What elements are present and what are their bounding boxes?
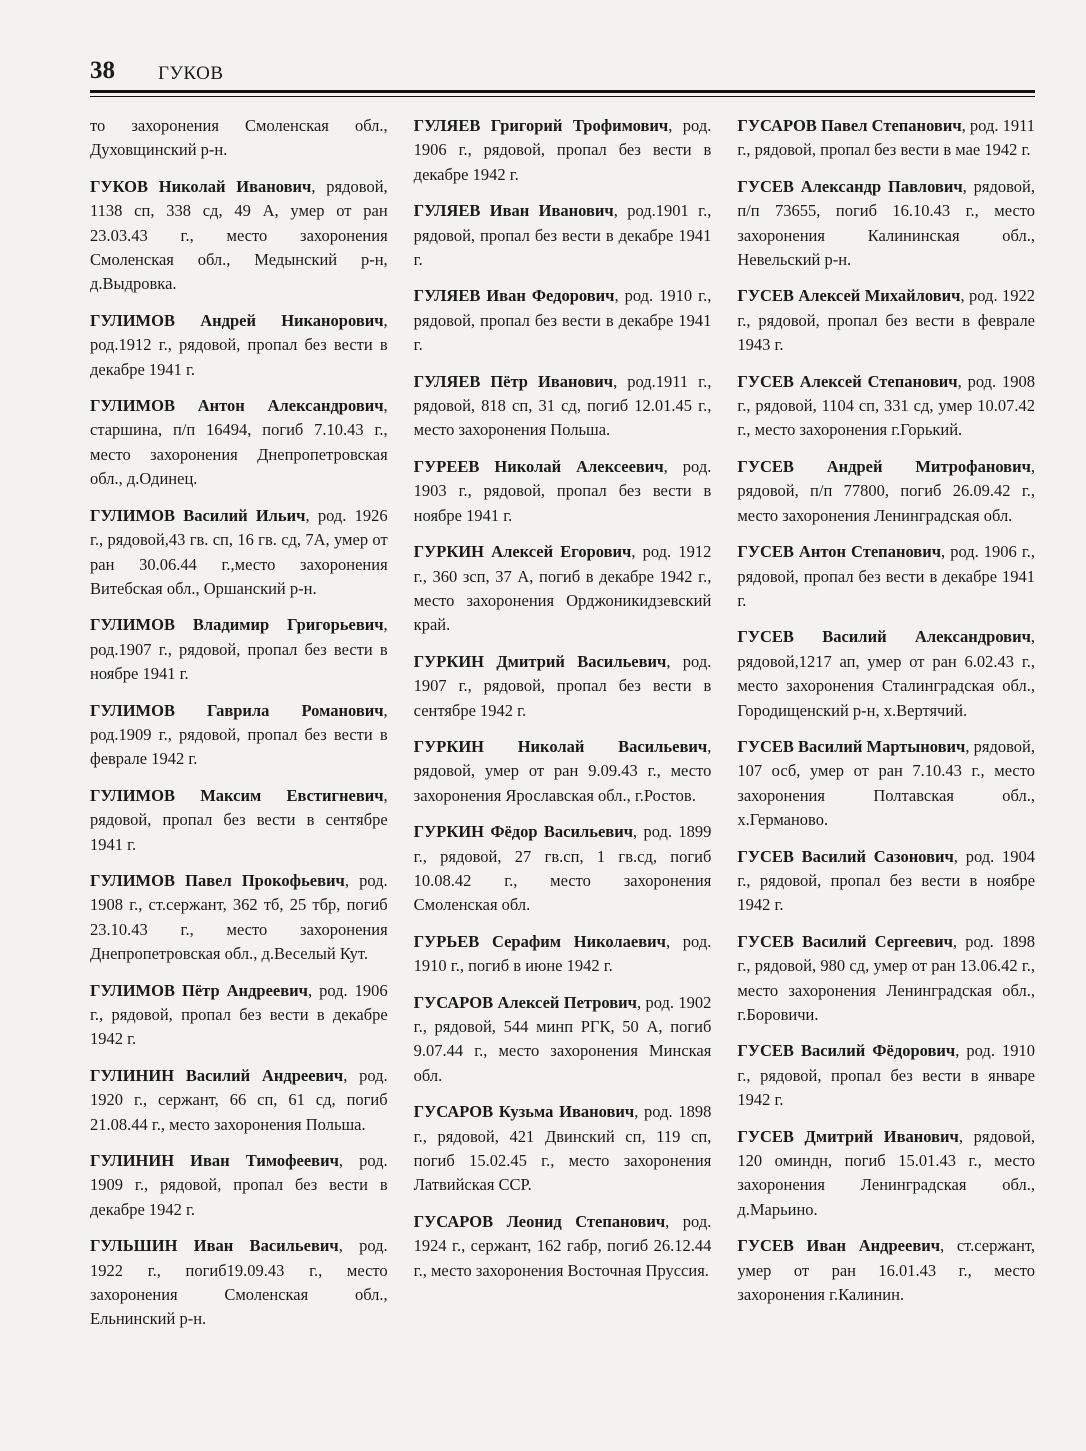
entry [737, 540, 1035, 613]
entry [414, 199, 712, 272]
entry-name: ГУСАРОВ Леонид Степанович [413, 1211, 666, 1231]
entry [414, 370, 712, 443]
text-columns [90, 114, 1035, 1344]
entry-text: , рядовой, 120 оминдн, погиб 15.01.43 г., место захоронения Ленинградская обл., д.Марьино. [737, 1126, 1036, 1219]
entry [737, 114, 1035, 163]
entry-text: , рядовой, 107 осб, умер от ран 7.10.43 г., место захоронения Полтавская обл., х.Германово. [737, 736, 1036, 830]
entry-text: , старшина, п/п 16494, погиб 7.10.43 г., место захоронения Днепропетровская обл., д.Одинец. [90, 396, 388, 489]
entry [90, 979, 388, 1052]
entry-text: , род. 1906 г., рядовой, пропал без вести в декабре 1941 г. [737, 542, 1036, 610]
entry-text: , род. 1924 г., сержант, 162 габр, погиб 26.12.44 г., место захоронения Восточная Пруссия. [413, 1211, 712, 1280]
entry-text: то захоронения Смоленская обл., Духовщинский р-н. [90, 116, 388, 160]
entry [737, 370, 1035, 443]
entry-name: ГУСЕВ Антон Степанович [737, 542, 942, 562]
entry-name: ГУРКИН Дмитрий Васильевич [413, 651, 667, 671]
entry-text: , род.1911 г., рядовой, 818 сп, 31 сд, погиб 12.01.45 г., место захоронения Польша. [413, 371, 712, 440]
entry-name: ГУСАРОВ Кузьма Иванович [413, 1102, 635, 1122]
entry [90, 309, 388, 382]
entry-name: ГУСАРОВ Павел Степанович [737, 116, 962, 135]
entry-name: ГУРЬЕВ Серафим Николаевич [413, 931, 666, 951]
entry [414, 650, 712, 723]
entry [737, 735, 1035, 833]
entry-name: ГУЛИМОВ Андрей Никанорович [90, 310, 384, 330]
header-rule-thick [90, 90, 1035, 93]
entry [90, 699, 388, 772]
entry-text: , род.1907 г., рядовой, пропал без вести в ноябре 1941 г. [90, 615, 388, 684]
entry-name: ГУЛЬШИН Иван Васильевич [90, 1236, 339, 1256]
entry [737, 284, 1035, 357]
entry-text: , рядовой, п/п 73655, погиб 16.10.43 г., место захоронения Калининская обл., Невельский р-н. [737, 176, 1036, 270]
entry-text: , род. 1909 г., рядовой, пропал без вести в декабре 1942 г. [90, 1151, 388, 1219]
entry-text: , род.1909 г., рядовой, пропал без вести в феврале 1942 г. [90, 700, 388, 769]
page-header [90, 56, 1035, 92]
entry [737, 625, 1035, 723]
entry-name: ГУРЕЕВ Николай Алексеевич [413, 456, 664, 476]
entry-name: ГУСЕВ Василий Сазонович [737, 846, 954, 866]
entry-name: ГУРКИН Фёдор Васильевич [413, 822, 634, 842]
entry [90, 613, 388, 686]
entry-name: ГУСЕВ Андрей Митрофанович [737, 456, 1031, 476]
entry [737, 455, 1035, 528]
entry-name: ГУРКИН Алексей Егорович [413, 542, 632, 562]
column-3 [737, 114, 1035, 1344]
entry-text: , род. 1920 г., сержант, 66 сп, 61 сд, погиб 21.08.44 г., место захоронения Польша. [90, 1065, 388, 1134]
column-1 [90, 114, 388, 1344]
entry-text: , род. 1898 г., рядовой, 421 Двинский сп, 119 сп, погиб 15.02.45 г., место захоронения Латвийская ССР. [413, 1102, 712, 1195]
entry-name: ГУСЕВ Василий Мартынович [737, 736, 966, 756]
entry [90, 175, 388, 297]
entry-name: ГУЛИМОВ Владимир Григорьевич [90, 615, 384, 635]
entry-name: ГУСЕВ Василий Александрович [737, 627, 1031, 647]
entry [737, 1234, 1035, 1307]
entry [737, 930, 1035, 1028]
entry-name: ГУЛИМОВ Павел Прокофьевич [90, 870, 345, 890]
entry-text: , рядовой, п/п 77800, погиб 26.09.42 г., место захоронения Ленинградская обл. [737, 456, 1036, 525]
entry-text: , род. 1922 г., погиб19.09.43 г., место захоронения Смоленская обл., Ельнинский р-н. [90, 1236, 388, 1329]
entry-name: ГУСЕВ Дмитрий Иванович [737, 1126, 959, 1146]
entry-text: , рядовой, 1138 сп, 338 сд, 49 А, умер от ран 23.03.43 г., место захоронения Смоленская обл., Медынский р-н, д.Выдровка. [90, 176, 388, 294]
entry-text: , род. 1904 г., рядовой, пропал без вести в ноябре 1942 г. [737, 846, 1036, 915]
entry [90, 1149, 388, 1222]
entry [90, 394, 388, 492]
column-2 [414, 114, 712, 1344]
entry-text: , род. 1922 г., рядовой, пропал без вести в феврале 1943 г. [737, 286, 1036, 355]
entry-text: , род. 1899 г., рядовой, 27 гв.сп, 1 гв.сд, погиб 10.08.42 г., место захоронения Смоленская обл. [413, 822, 712, 915]
entry-text: , род. 1902 г., рядовой, 544 минп РГК, 50 А, погиб 9.07.44 г., место захоронения Минская обл. [413, 992, 712, 1085]
entry [90, 114, 388, 163]
entry-name: ГУСЕВ Алексей Михайлович [737, 286, 961, 306]
entry-text: , род. 1908 г., рядовой, 1104 сп, 331 сд, умер 10.07.42 г., место захоронения г.Горький. [737, 371, 1036, 440]
entry [737, 1039, 1035, 1112]
entry-text: , род. 1906 г., рядовой, пропал без вести в декабре 1942 г. [413, 116, 712, 184]
entry-text: , рядовой, умер от ран 9.09.43 г., место захоронения Ярославская обл., г.Ростов. [413, 736, 712, 805]
entry-text: , род. 1912 г., 360 зсп, 37 А, погиб в декабре 1942 г., место захоронения Орджоникидзевский край. [413, 542, 712, 635]
entry-text: , род. 1908 г., ст.сержант, 362 тб, 25 тбр, погиб 23.10.43 г., место захоронения Днепропетровская обл., д.Веселый Кут. [90, 870, 388, 964]
entry [90, 1234, 388, 1332]
entry [90, 504, 388, 602]
entry-name: ГУСЕВ Василий Фёдорович [737, 1041, 956, 1061]
entry [414, 1100, 712, 1198]
entry-name: ГУЛЯЕВ Иван Иванович [413, 201, 614, 221]
entry-text: , род. 1898 г., рядовой, 980 сд, умер от ран 13.06.42 г., место захоронения Ленинградская обл., г.Боровичи. [737, 931, 1036, 1024]
entry-name: ГУСЕВ Алексей Степанович [737, 371, 958, 391]
entry-name: ГУЛИМОВ Максим Евстигневич [90, 785, 384, 805]
entry [414, 114, 712, 187]
entry [414, 1210, 712, 1283]
entry [90, 1064, 388, 1137]
entry-name: ГУЛИНИН Василий Андреевич [90, 1065, 344, 1085]
entry [737, 1125, 1035, 1223]
entry-name: ГУСЕВ Иван Андреевич [737, 1236, 941, 1256]
entry-name: ГУЛИМОВ Гаврила Романович [90, 700, 384, 720]
entry-text: , род. 1906 г., рядовой, пропал без вести в декабре 1942 г. [90, 980, 388, 1049]
entry [414, 930, 712, 979]
entry [414, 735, 712, 808]
entry [737, 175, 1035, 273]
entry-name: ГУЛИМОВ Пётр Андреевич [90, 980, 308, 1000]
entry-name: ГУЛЯЕВ Иван Федорович [413, 286, 615, 306]
entry [414, 455, 712, 528]
entry-name: ГУЛИМОВ Василий Ильич [90, 505, 306, 525]
entry-text: , род. 1910 г., рядовой, пропал без вести в декабре 1941 г. [413, 286, 712, 355]
entry-text: , род. 1926 г., рядовой,43 гв. сп, 16 гв. сд, 7А, умер от ран 30.06.44 г.,место захоронения Витебская обл., Оршанский р-н. [90, 505, 388, 598]
entry-name: ГУКОВ Николай Иванович [90, 176, 312, 196]
entry-text: , род.1901 г., рядовой, пропал без вести в декабре 1941 г. [413, 201, 712, 270]
entry-name: ГУСАРОВ Алексей Петрович [413, 992, 637, 1012]
entry [414, 540, 712, 638]
entry-text: , ст.сержант, умер от ран 16.01.43 г., место захоронения г.Калинин. [737, 1236, 1036, 1305]
entry-name: ГУЛИМОВ Антон Александрович [90, 396, 384, 416]
entry [737, 845, 1035, 918]
entry-text: , рядовой,1217 ап, умер от ран 6.02.43 г., место захоронения Сталинградская обл., Городищенский р-н, х.Вертячий. [737, 627, 1036, 720]
header-rule-thin [90, 96, 1035, 97]
entry-text: , род. 1903 г., рядовой, пропал без вести в ноябре 1941 г. [413, 456, 712, 525]
entry-name: ГУЛЯЕВ Пётр Иванович [413, 371, 614, 391]
entry-name: ГУСЕВ Василий Сергеевич [737, 931, 953, 951]
entry-text: , род.1912 г., рядовой, пропал без вести в декабре 1941 г. [90, 310, 388, 379]
running-head: ГУКОВ [158, 63, 224, 84]
entry-name: ГУЛИНИН Иван Тимофеевич [90, 1151, 339, 1171]
entry [414, 820, 712, 918]
entry-text: , род. 1911 г., рядовой, пропал без вести в мае 1942 г. [737, 116, 1036, 160]
entry [414, 284, 712, 357]
entry-text: , род. 1907 г., рядовой, пропал без вести в сентябре 1942 г. [413, 651, 712, 720]
entry-name: ГУРКИН Николай Васильевич [413, 736, 708, 756]
entry-text: , род. 1910 г., погиб в июне 1942 г. [413, 931, 712, 976]
entry [90, 869, 388, 967]
entry [414, 991, 712, 1089]
entry [90, 784, 388, 857]
entry-text: , рядовой, пропал без вести в сентябре 1941 г. [90, 785, 388, 854]
page-number: 38 [90, 57, 115, 84]
entry-text: , род. 1910 г., рядовой, пропал без вести в январе 1942 г. [737, 1041, 1036, 1110]
entry-name: ГУЛЯЕВ Григорий Трофимович [413, 116, 669, 135]
entry-name: ГУСЕВ Александр Павлович [737, 176, 963, 196]
